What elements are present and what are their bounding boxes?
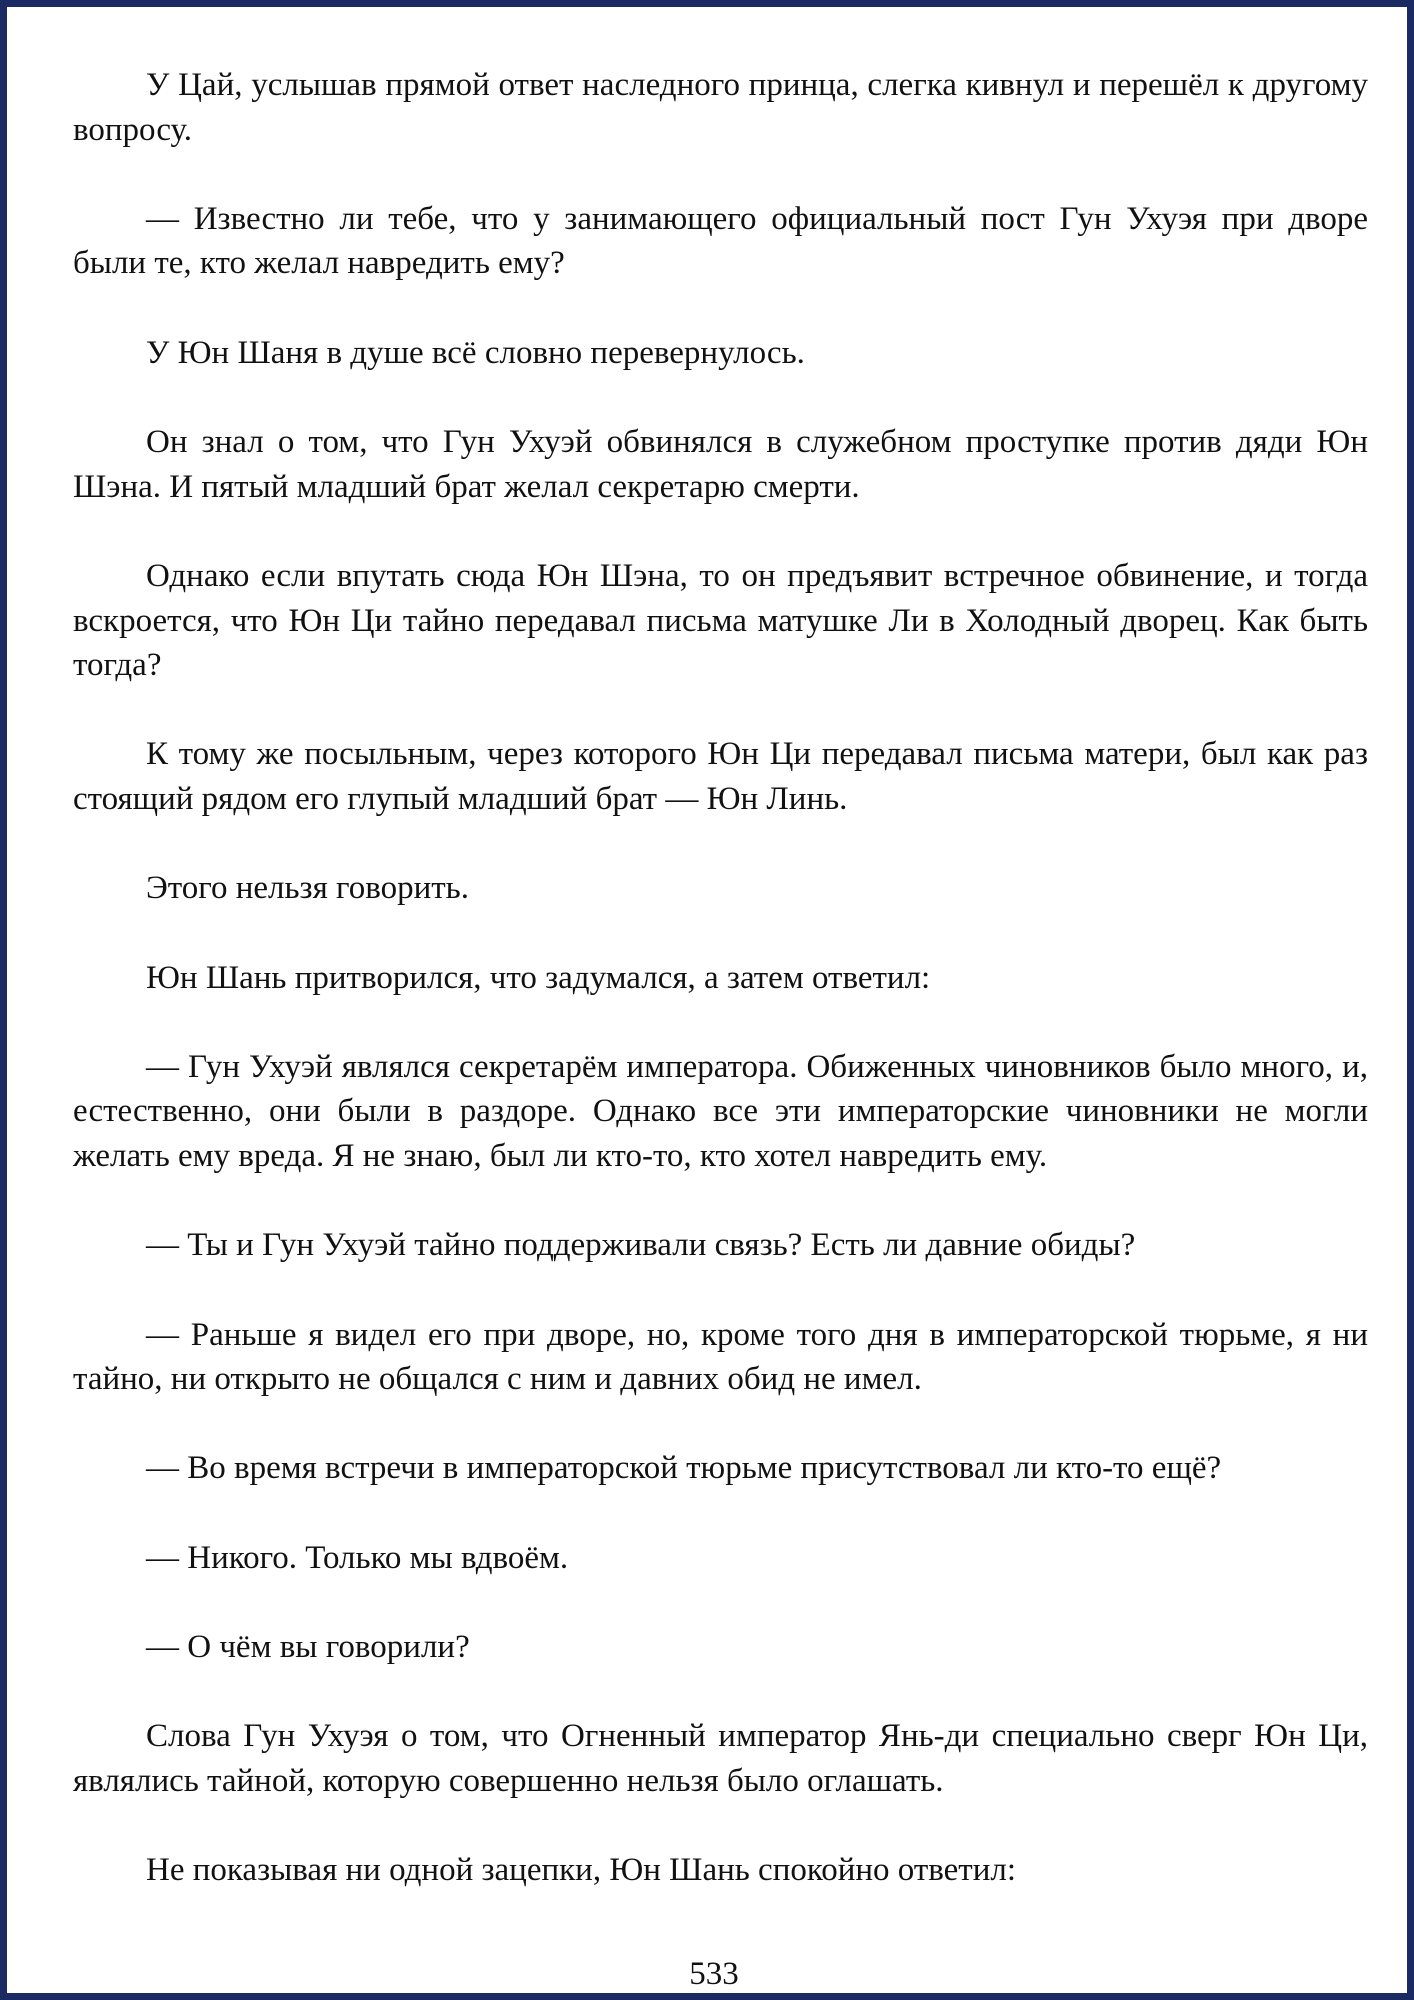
page-body: [73, 63, 1368, 1937]
paragraph: — Раньше я видел его при дворе, но, кроме того дня в императорской тюрьме, я ни тайно, ни открыто не общался с ним и давних обид не имел.: [73, 1316, 1368, 1398]
paragraph: — Никого. Только мы вдвоём.: [146, 1539, 569, 1576]
paragraph: У Цай, услышав прямой ответ наследного принца, слегка кивнул и перешёл к другому вопросу.: [73, 67, 1368, 148]
paragraph: — Во время встречи в императорской тюрьме присутствовал ли кто-то ещё?: [146, 1450, 1222, 1487]
paragraph: У Юн Шаня в душе всё словно перевернулось.: [146, 334, 805, 371]
paragraph: Он знал о том, что Гун Ухуэй обвинялся в служебном проступке против дяди Юн Шэна. И пятый младший брат желал секретарю смерти.: [73, 424, 1368, 505]
paragraph: — Гун Ухуэй являлся секретарём императора. Обиженных чиновников было много, и, естественно, они были в раздоре. Однако все эти императорские чиновники не могли желать ему вреда. Я не знаю, был ли кто-то, кто хотел навредить ему.: [73, 1048, 1368, 1174]
paragraph: Однако если впутать сюда Юн Шэна, то он предъявит встречное обвинение, и тогда вскроется, что Юн Ци тайно передавал письма матушке Ли в Холодный дворец. Как быть тогда?: [73, 557, 1368, 684]
paragraph: — Известно ли тебе, что у занимающего официальный пост Гун Ухуэя при дворе были те, кто желал навредить ему?: [73, 200, 1368, 282]
paragraph: Этого нельзя говорить.: [146, 870, 469, 907]
paragraph: К тому же посыльным, через которого Юн Ци передавал письма матери, был как раз стоящий рядом его глупый младший брат — Юн Линь.: [73, 736, 1368, 817]
paragraph: Слова Гун Ухуэя о том, что Огненный император Янь-ди специально сверг Юн Ци, являлись тайной, которую совершенно нельзя было оглашать.: [73, 1718, 1368, 1799]
paragraph: Юн Шань притворился, что задумался, а затем ответил:: [146, 959, 931, 996]
paragraph: — Ты и Гун Ухуэй тайно поддерживали связь? Есть ли давние обиды?: [146, 1227, 1136, 1264]
page-number: 533: [689, 1956, 739, 1992]
paragraph: Не показывая ни одной зацепки, Юн Шань спокойно ответил:: [146, 1852, 1017, 1889]
paragraph: — О чём вы говорили?: [146, 1629, 470, 1665]
